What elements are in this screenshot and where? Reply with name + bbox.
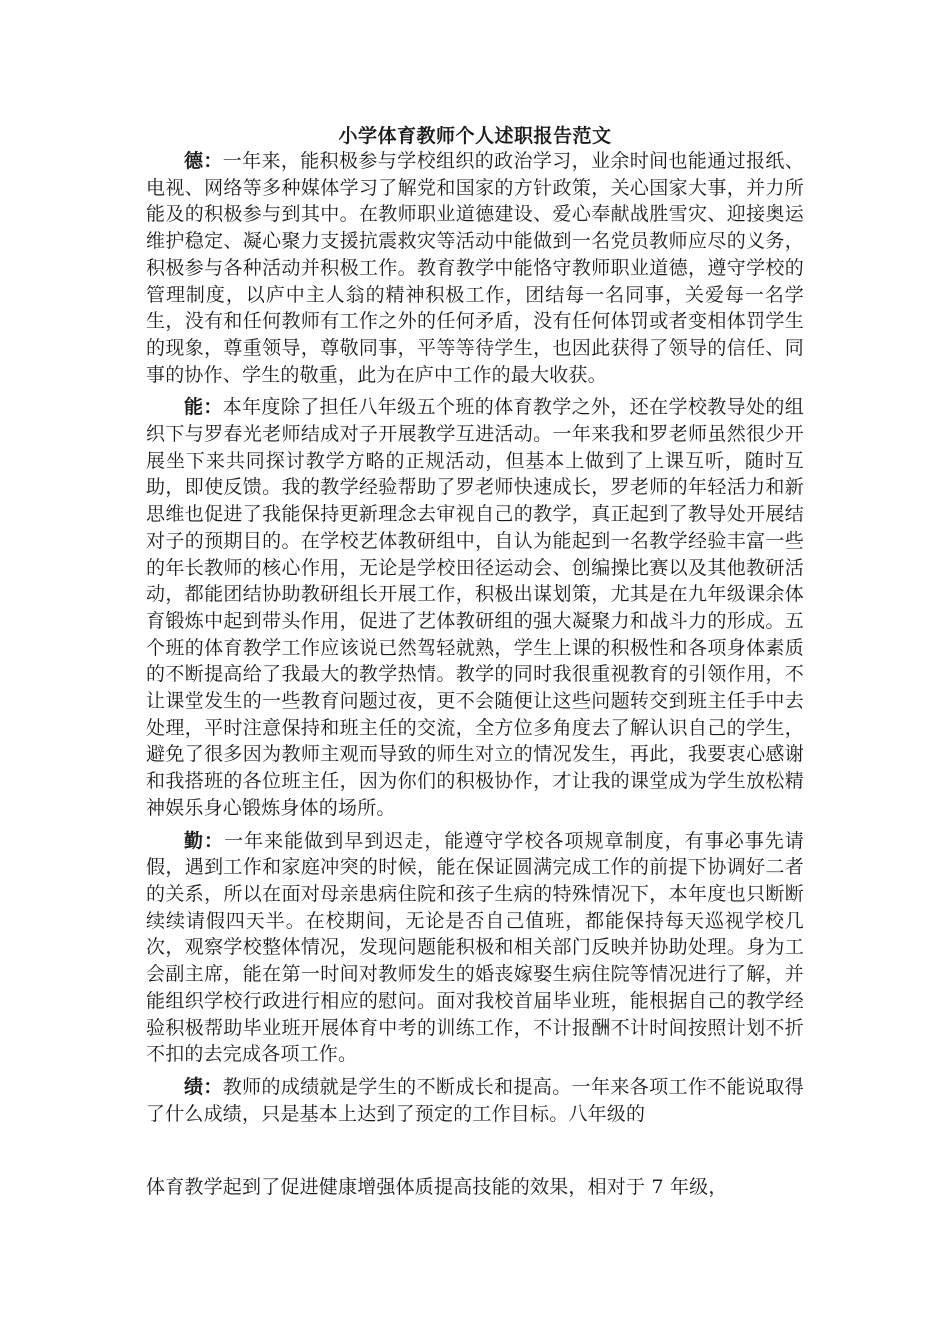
paragraph-ji bbox=[146, 1074, 804, 1127]
paragraph-qin bbox=[146, 828, 804, 1068]
paragraph-continuation: 体育教学起到了促进健康增强体质提高技能的效果，相对于 7 年级， bbox=[146, 1176, 728, 1198]
paragraph-text: 一年来能做到早到迟走，能遵守学校各项规章制度，有事必事先请假，遇到工作和家庭冲突的时候，能在保证圆满完成工作的前提下协调好二者的关系，所以在面对母亲患病住院和孩子生病的特殊情况下，本年度也只断断续续请假四天半。在校期间，无论是否自己值班，都能保持每天巡视学校几次，观察学校整体情况，发现问题能积极和相关部门反映并协助处理。身为工会副主席，能在第一时间对教师发生的婚丧嫁娶生病住院等情况进行了解，并能组织学校行政进行相应的慰问。面对我校首届毕业班，能根据自己的教学经验积极帮助毕业班开展体育中考的训练工作，不计报酬不计时间按照计划不折不扣的去完成各项工作。 bbox=[146, 829, 804, 1066]
document-title: 小学体育教师个人述职报告范文 bbox=[338, 125, 612, 147]
paragraph-de bbox=[146, 148, 804, 388]
document-body bbox=[146, 148, 804, 1133]
paragraph-neng bbox=[146, 394, 804, 821]
paragraph-lead: 绩： bbox=[184, 1075, 223, 1098]
paragraph-text: 一年来，能积极参与学校组织的政治学习，业余时间也能通过报纸、电视、网络等多种媒体学习了解党和国家的方针政策，关心国家大事，并力所能及的积极参与到其中。在教师职业道德建设、爱心奉献战胜雪灾、迎接奥运维护稳定、凝心聚力支援抗震救灾等活动中能做到一名党员教师应尽的义务，积极参与各种活动并积极工作。教育教学中能恪守教师职业道德，遵守学校的管理制度，以庐中主人翁的精神积极工作，团结每一名同事，关爱每一名学生，没有和任何教师有工作之外的任何矛盾，没有任何体罚或者变相体罚学生的现象，尊重领导，尊敬同事，平等等待学生，也因此获得了领导的信任、同事的协作、学生的敬重，此为在庐中工作的最大收获。 bbox=[146, 150, 804, 386]
paragraph-lead: 德： bbox=[184, 150, 223, 172]
paragraph-text: 本年度除了担任八年级五个班的体育教学之外，还在学校教导处的组织下与罗春光老师结成对子开展教学互进活动。一年来我和罗老师虽然很少开展坐下来共同探讨教学方略的正规活动，但基本上做到了上课互听，随时互助，即使反馈。我的教学经验帮助了罗老师快速成长，罗老师的年轻活力和新思维也促进了我能保持更新理念去审视自己的教学，真正起到了教导处开展结对子的预期目的。在学校艺体教研组中，自认为能起到一名教学经验丰富一些的年长教师的核心作用，无论是学校田径运动会、创编操比赛以及其他教研活动，都能团结协助教研组长开展工作，积极出谋划策，尤其是在九年级课余体育锻炼中起到带头作用，促进了艺体教研组的强大凝聚力和战斗力的形成。五个班的体育教学工作应该说已然驾轻就熟，学生上课的积极性和各项身体素质的不断提高给了我最大的教学热情。教学的同时我很重视教育的引领作用，不让课堂发生的一些教育问题过夜，更不会随便让这些问题转交到班主任手中去处理，平时注意保持和班主任的交流，全方位多角度去了解认识自己的学生，避免了很多因为教师主观而导致的师生对立的情况发生，再此，我要衷心感谢和我搭班的各位班主任，因为你们的积极协作，才让我的课堂成为学生放松精神娱乐身心锻炼身体的场所。 bbox=[146, 396, 804, 819]
paragraph-lead: 能： bbox=[184, 396, 223, 419]
paragraph-text: 教师的成绩就是学生的不断成长和提高。一年来各项工作不能说取得了什么成绩，只是基本上达到了预定的工作目标。八年级的 bbox=[146, 1075, 804, 1125]
paragraph-lead: 勤： bbox=[184, 829, 225, 852]
